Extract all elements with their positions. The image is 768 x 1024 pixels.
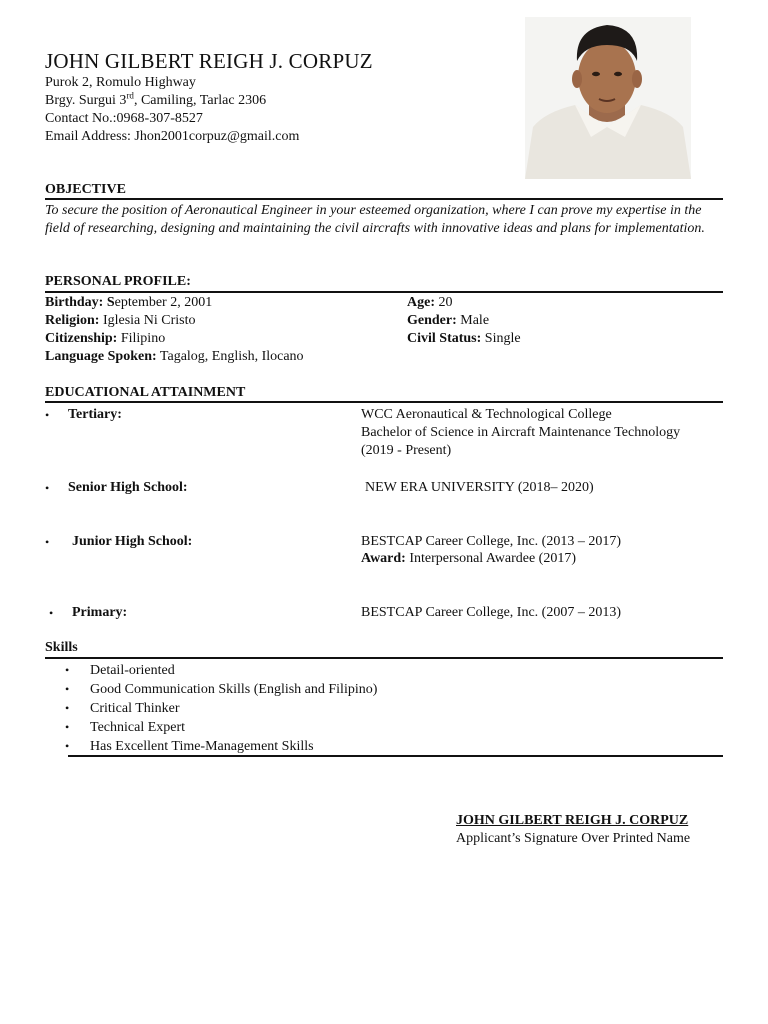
primary-label: Primary: bbox=[72, 605, 128, 620]
education-heading: EDUCATIONAL ATTAINMENT bbox=[45, 385, 246, 400]
civil-status-field: Civil Status: Single bbox=[407, 331, 521, 346]
personal-profile-heading: PERSONAL PROFILE: bbox=[45, 274, 191, 289]
personal-profile-divider bbox=[45, 291, 723, 293]
contact-block bbox=[45, 74, 299, 146]
tertiary-bullet: • bbox=[45, 408, 50, 422]
shs-school: NEW ERA UNIVERSITY (2018– 2020) bbox=[365, 480, 594, 495]
skills-bottom-divider bbox=[68, 755, 723, 757]
gender-field: Gender: Male bbox=[407, 313, 490, 328]
signature-name: JOHN GILBERT REIGH J. CORPUZ bbox=[456, 813, 689, 828]
objective-heading: OBJECTIVE bbox=[45, 182, 126, 197]
tertiary-years: (2019 - Present) bbox=[361, 443, 452, 458]
skill-item: • Critical Thinker bbox=[65, 701, 180, 716]
education-divider bbox=[45, 401, 723, 403]
skills-list bbox=[65, 661, 377, 756]
shs-label: Senior High School: bbox=[68, 480, 188, 495]
address-line-1: Purok 2, Romulo Highway bbox=[45, 75, 196, 90]
tertiary-school: WCC Aeronautical & Technological College bbox=[361, 407, 612, 422]
tertiary-label: Tertiary: bbox=[68, 407, 122, 422]
contact-number: Contact No.:0968-307-8527 bbox=[45, 111, 203, 126]
address-line-2: Brgy. Surgui 3rd, Camiling, Tarlac 2306 bbox=[45, 90, 267, 108]
jhs-award: Award: Interpersonal Awardee (2017) bbox=[361, 551, 576, 566]
jhs-school: BESTCAP Career College, Inc. (2013 – 2017) bbox=[361, 534, 621, 549]
jhs-label: Junior High School: bbox=[72, 534, 193, 549]
applicant-name: JOHN GILBERT REIGH J. CORPUZ bbox=[45, 49, 373, 73]
jhs-bullet: • bbox=[45, 535, 50, 549]
signature-label: Applicant’s Signature Over Printed Name bbox=[456, 831, 691, 846]
tertiary-course: Bachelor of Science in Aircraft Maintenance Technology bbox=[361, 425, 681, 440]
skills-divider bbox=[45, 657, 723, 659]
objective-divider bbox=[45, 198, 723, 200]
primary-bullet: • bbox=[49, 606, 54, 620]
birthday-field: Birthday: September 2, 2001 bbox=[45, 295, 213, 310]
age-field: Age: 20 bbox=[407, 295, 453, 310]
citizenship-field: Citizenship: Filipino bbox=[45, 331, 166, 346]
skills-heading: Skills bbox=[45, 640, 78, 655]
profile-photo bbox=[525, 17, 691, 179]
religion-field: Religion: Iglesia Ni Cristo bbox=[45, 313, 196, 328]
skill-item: • Detail-oriented bbox=[65, 663, 175, 678]
portrait-image bbox=[525, 17, 691, 179]
primary-school: BESTCAP Career College, Inc. (2007 – 2013) bbox=[361, 605, 621, 620]
language-field: Language Spoken: Tagalog, English, Ilocano bbox=[45, 349, 304, 364]
objective-text: To secure the position of Aeronautical Engineer in your esteemed organization, where I can prove my expertise in the field of researching, designing and maintaining the civil aircrafts with innovative ideas and plans for implementation. bbox=[45, 203, 705, 236]
skill-item: • Good Communication Skills (English and Filipino) bbox=[65, 682, 378, 697]
shs-bullet: • bbox=[45, 481, 50, 495]
skill-item: • Technical Expert bbox=[65, 720, 186, 735]
email-address: Email Address: Jhon2001corpuz@gmail.com bbox=[45, 129, 300, 144]
skill-item: • Has Excellent Time-Management Skills bbox=[65, 739, 314, 754]
